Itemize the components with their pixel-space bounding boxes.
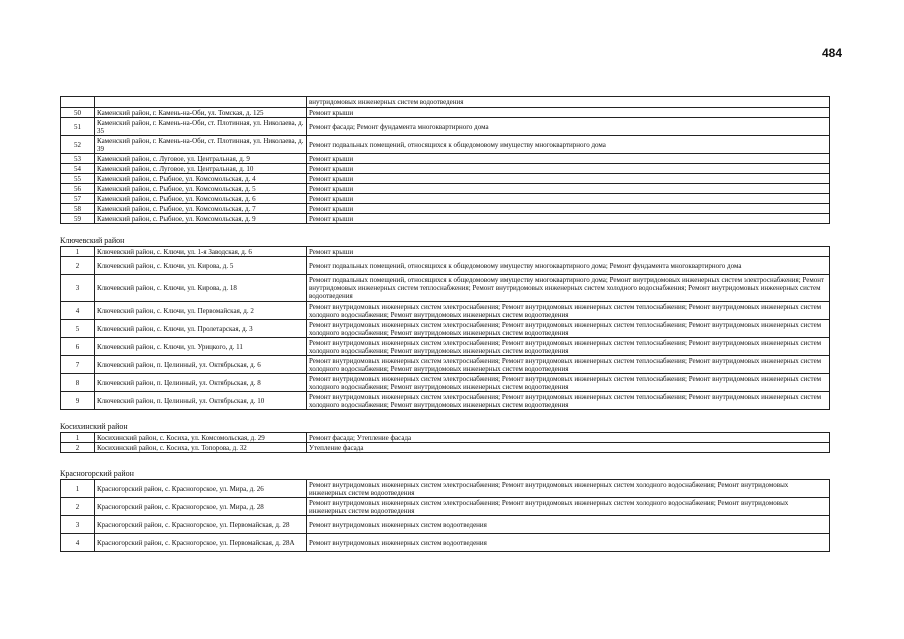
row-number: 51	[60, 117, 94, 135]
row-work: Ремонт внутридомовых инженерных систем электроснабжения; Ремонт внутридомовых инженерных систем теплоснабжения; Ремонт внутридомовых инженерных систем холодного водоснабжения; Ремонт внутридомовых инженерных систем водоотведения	[306, 337, 830, 355]
row-address: Косихинский район, с. Косиха, ул. Топорова, д. 32	[94, 442, 306, 452]
row-work: Ремонт внутридомовых инженерных систем электроснабжения; Ремонт внутридомовых инженерных систем теплоснабжения; Ремонт внутридомовых инженерных систем холодного водоснабжения; Ремонт внутридомовых инженерных систем водоотведения	[306, 355, 830, 373]
table-cell-empty	[60, 96, 94, 107]
row-address: Ключевский район, с. Ключи, ул. Кирова, д. 18	[94, 274, 306, 301]
row-number: 57	[60, 193, 94, 203]
row-work: Ремонт внутридомовых инженерных систем водоотведения	[306, 515, 830, 533]
row-work: Ремонт фасада; Утепление фасада	[306, 432, 830, 442]
row-number: 1	[60, 432, 94, 442]
row-address: Каменский район, с. Рыбное, ул. Комсомольская, д. 4	[94, 173, 306, 183]
row-work: Ремонт крыши	[306, 183, 830, 193]
row-work: Ремонт внутридомовых инженерных систем электроснабжения; Ремонт внутридомовых инженерных систем теплоснабжения; Ремонт внутридомовых инженерных систем холодного водоснабжения; Ремонт внутридомовых инженерных систем водоотведения	[306, 373, 830, 391]
row-work: Ремонт внутридомовых инженерных систем электроснабжения; Ремонт внутридомовых инженерных систем холодного водоснабжения; Ремонт внутридомовых инженерных систем водоотведения	[306, 497, 830, 515]
row-number: 2	[60, 256, 94, 274]
row-address: Каменский район, с. Луговое, ул. Центральная, д. 10	[94, 163, 306, 173]
row-number: 52	[60, 135, 94, 153]
row-address: Каменский район, с. Рыбное, ул. Комсомольская, д. 7	[94, 203, 306, 213]
continuation-cell: внутридомовых инженерных систем водоотведения	[306, 96, 830, 107]
row-number: 3	[60, 274, 94, 301]
row-address: Ключевский район, с. Ключи, ул. Кирова, д. 5	[94, 256, 306, 274]
row-work: Ремонт внутридомовых инженерных систем электроснабжения; Ремонт внутридомовых инженерных систем холодного водоснабжения; Ремонт внутридомовых инженерных систем водоотведения	[306, 479, 830, 497]
row-address: Красногорский район, с. Красногорское, ул. Мира, д. 28	[94, 497, 306, 515]
row-work: Ремонт крыши	[306, 153, 830, 163]
row-number: 3	[60, 515, 94, 533]
row-address: Ключевский район, с. Ключи, ул. Урицкого, д. 11	[94, 337, 306, 355]
row-address: Ключевский район, п. Целинный, ул. Октябрьская, д. 6	[94, 355, 306, 373]
row-work: Ремонт крыши	[306, 163, 830, 173]
table-block-kamensky	[60, 96, 830, 224]
row-number: 54	[60, 163, 94, 173]
row-number: 50	[60, 107, 94, 117]
row-work: Утепление фасада	[306, 442, 830, 452]
row-address: Ключевский район, п. Целинный, ул. Октябрьская, д. 10	[94, 391, 306, 409]
section-title: Ключевский район	[60, 236, 125, 245]
row-work: Ремонт внутридомовых инженерных систем водоотведения	[306, 533, 830, 551]
row-number: 6	[60, 337, 94, 355]
row-number: 55	[60, 173, 94, 183]
row-address: Ключевский район, с. Ключи, ул. Первомайская, д. 2	[94, 301, 306, 319]
table-block-krasnogorsky	[60, 479, 830, 552]
row-address: Каменский район, с. Рыбное, ул. Комсомольская, д. 5	[94, 183, 306, 193]
row-number: 53	[60, 153, 94, 163]
row-work: Ремонт внутридомовых инженерных систем электроснабжения; Ремонт внутридомовых инженерных систем теплоснабжения; Ремонт внутридомовых инженерных систем холодного водоснабжения; Ремонт внутридомовых инженерных систем водоотведения	[306, 301, 830, 319]
table-cell-empty	[94, 96, 306, 107]
row-address: Каменский район, г. Камень-на-Оби, ст. Плотинная, ул. Николаева, д. 35	[94, 117, 306, 135]
row-address: Красногорский район, с. Красногорское, ул. Первомайская, д. 28А	[94, 533, 306, 551]
row-number: 8	[60, 373, 94, 391]
row-work: Ремонт фасада; Ремонт фундамента многоквартирного дома	[306, 117, 830, 135]
row-number: 56	[60, 183, 94, 193]
row-address: Каменский район, с. Рыбное, ул. Комсомольская, д. 9	[94, 213, 306, 223]
table-block-kosikhinsky	[60, 432, 830, 453]
row-number: 4	[60, 301, 94, 319]
row-number: 59	[60, 213, 94, 223]
row-number: 58	[60, 203, 94, 213]
row-number: 1	[60, 479, 94, 497]
row-address: Каменский район, с. Луговое, ул. Центральная, д. 9	[94, 153, 306, 163]
page-number: 484	[821, 46, 842, 60]
row-number: 2	[60, 442, 94, 452]
row-work: Ремонт подвальных помещений, относящихся к общедомовому имуществу многоквартирного дома; Ремонт внутридомовых инженерных систем электроснабжения; Ремонт внутридомовых инженерных систем теплоснабжения; Ремонт внутридомовых инженерных систем холодного водоснабжения; Ремонт внутридомовых инженерных систем водоотведения	[306, 274, 830, 301]
row-work: Ремонт подвальных помещений, относящихся к общедомовому имуществу многоквартирного дома	[306, 135, 830, 153]
row-work: Ремонт внутридомовых инженерных систем электроснабжения; Ремонт внутридомовых инженерных систем теплоснабжения; Ремонт внутридомовых инженерных систем холодного водоснабжения; Ремонт внутридомовых инженерных систем водоотведения	[306, 319, 830, 337]
document-table	[60, 96, 830, 552]
row-number: 2	[60, 497, 94, 515]
row-work: Ремонт крыши	[306, 213, 830, 223]
row-address: Красногорский район, с. Красногорское, ул. Первомайская, д. 28	[94, 515, 306, 533]
row-work: Ремонт внутридомовых инженерных систем электроснабжения; Ремонт внутридомовых инженерных систем теплоснабжения; Ремонт внутридомовых инженерных систем холодного водоснабжения; Ремонт внутридомовых инженерных систем водоотведения	[306, 391, 830, 409]
row-number: 7	[60, 355, 94, 373]
row-number: 5	[60, 319, 94, 337]
row-address: Красногорский район, с. Красногорское, ул. Мира, д. 26	[94, 479, 306, 497]
table-block-klyuchevsky	[60, 246, 830, 410]
row-address: Каменский район, г. Камень-на-Оби, ст. Плотинная, ул. Николаева, д. 39	[94, 135, 306, 153]
row-number: 9	[60, 391, 94, 409]
row-work: Ремонт подвальных помещений, относящихся к общедомовому имуществу многоквартирного дома; Ремонт фундамента многоквартирного дома	[306, 256, 830, 274]
section-title: Красногорский район	[60, 469, 134, 478]
row-work: Ремонт крыши	[306, 193, 830, 203]
row-address: Косихинский район, с. Косиха, ул. Комсомольская, д. 29	[94, 432, 306, 442]
row-number: 1	[60, 246, 94, 256]
section-title: Косихинский район	[60, 422, 128, 431]
row-work: Ремонт крыши	[306, 246, 830, 256]
row-number: 4	[60, 533, 94, 551]
row-address: Каменский район, с. Рыбное, ул. Комсомольская, д. 6	[94, 193, 306, 203]
row-work: Ремонт крыши	[306, 203, 830, 213]
row-work: Ремонт крыши	[306, 173, 830, 183]
row-address: Ключевский район, п. Целинный, ул. Октябрьская, д. 8	[94, 373, 306, 391]
row-work: Ремонт крыши	[306, 107, 830, 117]
row-address: Каменский район, г. Камень-на-Оби, ул. Томская, д. 125	[94, 107, 306, 117]
row-address: Ключевский район, с. Ключи, ул. 1-я Заводская, д. 6	[94, 246, 306, 256]
row-address: Ключевский район, с. Ключи, ул. Пролетарская, д. 3	[94, 319, 306, 337]
